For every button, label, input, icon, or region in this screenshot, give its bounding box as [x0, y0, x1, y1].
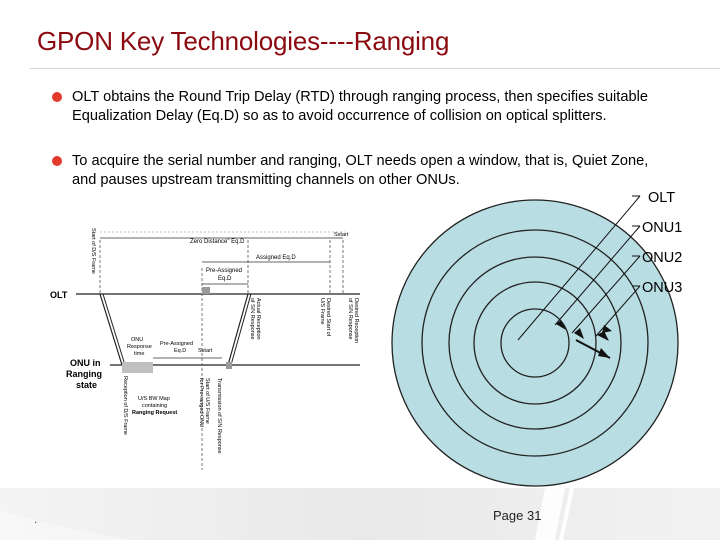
svg-text:U/S Frame: U/S Frame [319, 298, 325, 325]
svg-text:Sstart: Sstart [198, 348, 213, 354]
page-number: Page 31 [493, 508, 542, 523]
bullet-text: To acquire the serial number and ranging, OLT needs open a window, that is, Quiet Zone, and pauses upstream transmitting channels on other ONUs. [72, 153, 649, 188]
svg-text:ONU: ONU [131, 337, 144, 343]
svg-text:state: state [76, 380, 98, 390]
svg-text:Desired Reception: Desired Reception [353, 298, 359, 344]
svg-text:Ranging: Ranging [66, 369, 102, 379]
svg-text:of S/N Response: of S/N Response [249, 298, 255, 340]
footer-decoration [0, 488, 720, 540]
svg-text:Sstart: Sstart [334, 232, 349, 238]
label-onu1: ONU1 [642, 220, 683, 236]
label-onu2: ONU2 [642, 250, 683, 266]
svg-text:Pre-Assigned: Pre-Assigned [206, 268, 243, 274]
olt-axis-label: OLT [50, 290, 68, 300]
svg-text:Pre-Assigned: Pre-Assigned [160, 341, 194, 347]
label-onu3: ONU3 [642, 280, 683, 296]
svg-text:Desired Start of: Desired Start of [325, 298, 331, 337]
svg-text:Start of U/S Frame: Start of U/S Frame [204, 378, 210, 424]
svg-text:for Pre-ranged ONU: for Pre-ranged ONU [198, 378, 204, 428]
footer-mark: . [34, 512, 38, 526]
bullet-text: OLT obtains the Round Trip Delay (RTD) through ranging process, then specifies suitable Equalization Delay (Eq.D) so as to avoid occurrence of collision on optical splitters. [72, 89, 648, 124]
svg-text:containing: containing [142, 403, 168, 409]
svg-text:Eq.D: Eq.D [218, 276, 232, 282]
svg-text:Actual Reception: Actual Reception [255, 298, 261, 340]
footer-bar [0, 488, 720, 540]
svg-text:Reception of D/S Frame: Reception of D/S Frame [122, 376, 128, 435]
svg-text:Transmission of S/N Response: Transmission of S/N Response [216, 378, 222, 454]
svg-text:time: time [134, 351, 145, 357]
onu-response-block [122, 362, 153, 373]
svg-text:Zero Distance" Eq.D: Zero Distance" Eq.D [190, 239, 245, 245]
svg-text:Assigned Eq.D: Assigned Eq.D [256, 255, 296, 261]
svg-text:ONU in: ONU in [70, 358, 101, 368]
label-olt: OLT [648, 190, 676, 206]
svg-text:Start of D/S Frame: Start of D/S Frame [90, 228, 96, 274]
svg-text:U/S BW Map: U/S BW Map [138, 396, 170, 402]
svg-text:of S/N Response: of S/N Response [347, 298, 353, 340]
svg-text:Eq.D: Eq.D [174, 348, 187, 354]
slide-title: GPON Key Technologies----Ranging [37, 26, 450, 56]
svg-text:Ranging Request: Ranging Request [132, 410, 178, 416]
svg-text:Response: Response [127, 344, 152, 350]
